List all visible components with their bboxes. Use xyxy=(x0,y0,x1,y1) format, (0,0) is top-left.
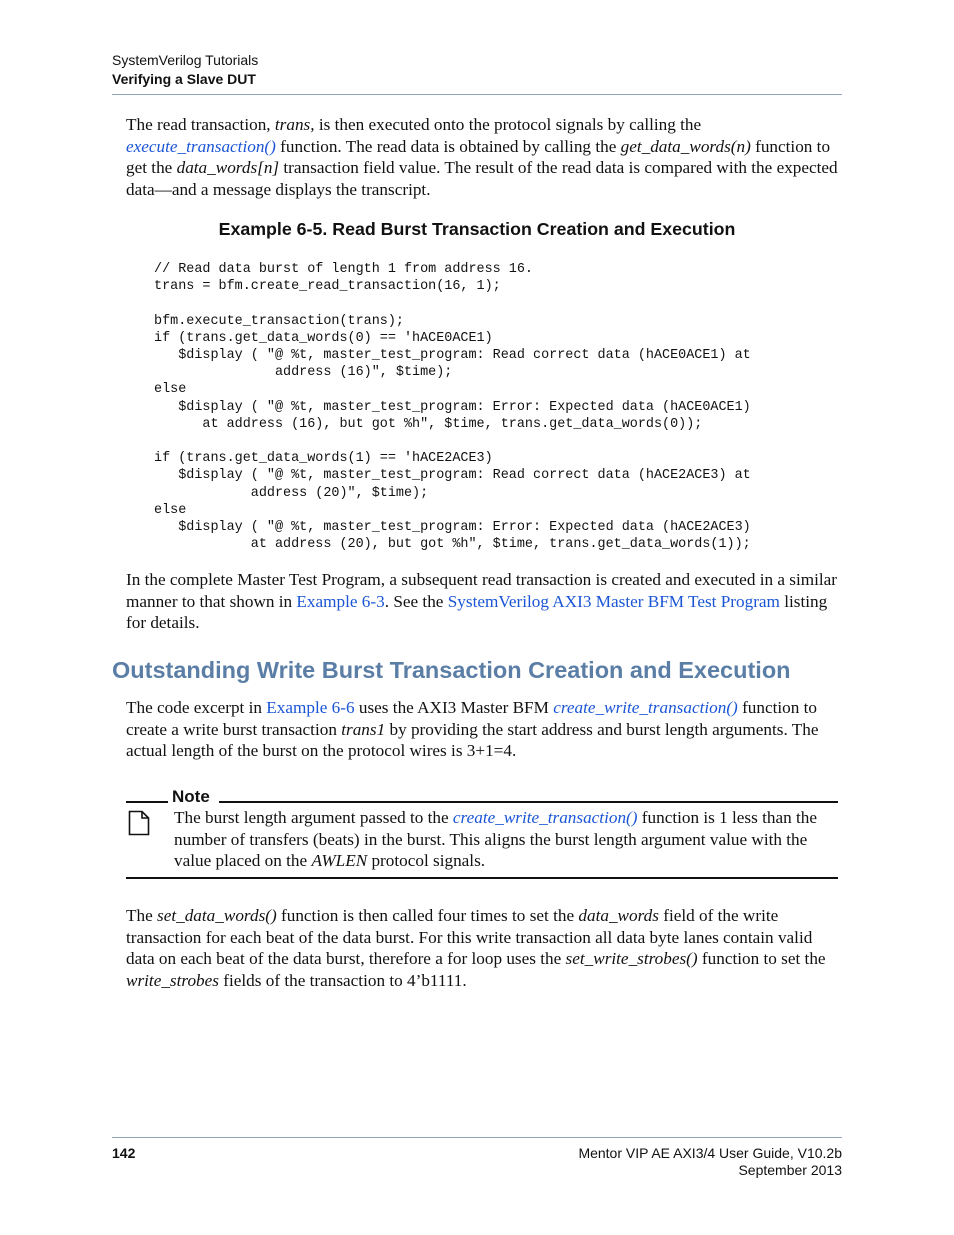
code-line xyxy=(154,433,751,450)
code-line: else xyxy=(154,382,187,398)
note-bottom-rule xyxy=(126,877,838,879)
note-top-rule-left xyxy=(126,801,168,803)
code-line: at address (16), but got %h", $time, trans.get_data_words(0)); xyxy=(154,416,703,432)
paragraph-code-excerpt: The code excerpt in Example 6-6 uses the AXI3 Master BFM create_write_transaction() function to create a write burst transaction trans1 by providing the start address and burst length arguments. The actual length of the burst on the protocol wires is 3+1=4. xyxy=(126,698,819,761)
code-line: $display ( "@ %t, master_test_program: Read correct data (hACE0ACE1) at xyxy=(154,348,751,364)
code-line: at address (20), but got %h", $time, trans.get_data_words(1)); xyxy=(154,537,751,553)
footer-date: September 2013 xyxy=(738,1162,842,1178)
code-line: // Read data burst of length 1 from address 16. xyxy=(154,262,533,277)
running-header-chapter: SystemVerilog Tutorials xyxy=(112,52,259,68)
link-example-6-6[interactable]: Example 6-6 xyxy=(266,698,355,717)
note-top-rule-right xyxy=(219,801,838,803)
code-line: address (20)", $time); xyxy=(154,485,429,501)
running-header-section: Verifying a Slave DUT xyxy=(112,71,256,87)
code-line: $display ( "@ %t, master_test_program: Error: Expected data (hACE2ACE3) xyxy=(154,520,751,536)
code-line: bfm.execute_transaction(trans); xyxy=(154,313,404,329)
link-note-create-write-transaction[interactable]: create_write_transaction() xyxy=(452,808,638,827)
code-line: $display ( "@ %t, master_test_program: Error: Expected data (hACE0ACE1) xyxy=(154,399,751,415)
header-rule xyxy=(112,94,842,95)
code-listing xyxy=(154,261,751,553)
note-page-icon xyxy=(128,810,150,841)
example-title: Example 6-5. Read Burst Transaction Creation and Execution xyxy=(218,219,736,239)
link-execute-transaction[interactable]: execute_transaction() xyxy=(126,136,276,156)
link-create-write-transaction[interactable]: create_write_transaction() xyxy=(553,698,738,717)
code-line: address (16)", $time); xyxy=(154,365,453,381)
page-number: 142 xyxy=(112,1145,136,1161)
paragraph-master-test-program: In the complete Master Test Program, a subsequent read transaction is created and executed in a similar manner to that shown in Example 6-3. See the SystemVerilog AXI3 Master BFM Test Program listing for details. xyxy=(126,570,838,633)
code-line: $display ( "@ %t, master_test_program: Read correct data (hACE2ACE3) at xyxy=(154,468,751,484)
code-line: if (trans.get_data_words(0) == 'hACE0ACE1) xyxy=(154,330,493,346)
paragraph-read-transaction: The read transaction, trans, is then executed onto the protocol signals by calling the execute_transaction() function. The read data is obtained by calling the get_data_words(n) function to get the data_words[n] transaction field value. The result of the read data is compared with the expected data—and a message displays the transcript. xyxy=(126,115,838,199)
section-heading: Outstanding Write Burst Transaction Creation and Execution xyxy=(112,657,791,683)
code-line: trans = bfm.create_read_transaction(16, 1); xyxy=(154,279,501,295)
note-text: The burst length argument passed to the create_write_transaction() function is 1 less than the number of transfers (beats) in the burst. This aligns the burst length argument value with the value placed on the AWLEN protocol signals. xyxy=(174,808,817,871)
code-line: else xyxy=(154,502,187,518)
paragraph-set-data-words: The set_data_words() function is then called four times to set the data_words field of the write transaction for each beat of the data burst. For this write transaction all data byte lanes contain valid data on each beat of the data burst, therefore a for loop uses the set_write_strobes() function to set the write_strobes fields of the transaction to 4’b1111. xyxy=(126,906,826,990)
link-master-bfm-test-program[interactable]: SystemVerilog AXI3 Master BFM Test Program xyxy=(447,591,780,611)
code-line xyxy=(154,295,751,312)
footer-rule xyxy=(112,1137,842,1138)
code-line: if (trans.get_data_words(1) == 'hACE2ACE3) xyxy=(154,451,493,467)
link-example-6-3[interactable]: Example 6-3 xyxy=(296,591,385,611)
footer-doc-title: Mentor VIP AE AXI3/4 User Guide, V10.2b xyxy=(578,1145,842,1161)
note-label: Note xyxy=(172,787,210,806)
